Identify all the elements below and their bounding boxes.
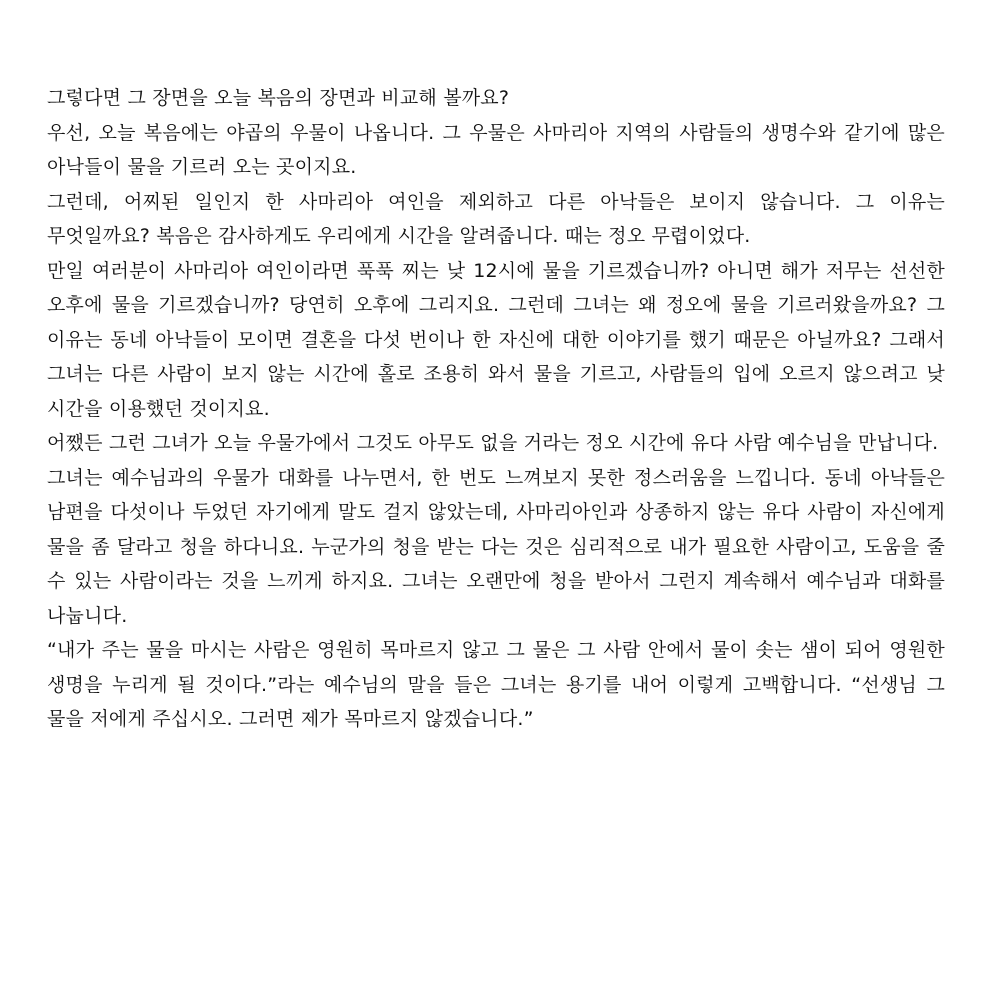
paragraph-noon-time: 그런데, 어찌된 일인지 한 사마리아 여인을 제외하고 다른 아낙들은 보이지 않습니다. 그 이유는 무엇일까요? 복음은 감사하게도 우리에게 시간을 알려줍니다. 때는 정오 무렵이었다. — [47, 190, 945, 247]
paragraph-samaritan-woman: 만일 여러분이 사마리아 여인이라면 푹푹 찌는 낮 12시에 물을 기르겠습니까? 아니면 해가 저무는 선선한 오후에 물을 기르겠습니까? 당연히 오후에 그리지요. 그런데 그녀는 왜 정오에 물을 기르러왔을까요? 그 이유는 동네 아낙들이 모이면 결혼을 다섯 번이나 한 자신에 대한 이야기를 했기 때문은 아닐까요? 그래서 그녀는 다른 사람이 보지 않는 시간에 홀로 조용히 와서 물을 기르고, 사람들의 입에 오르지 않으려고 낮 시간을 이용했던 것이지요. — [47, 259, 945, 420]
document-body — [47, 81, 945, 737]
paragraph-conversation: 그녀는 예수님과의 우물가 대화를 나누면서, 한 번도 느껴보지 못한 정스러움을 느낍니다. 동네 아낙들은 남편을 다섯이나 두었던 자기에게 말도 걸지 않았는데, 사마리아인과 상종하지 않는 유다 사람이 자신에게 물을 좀 달라고 청을 하다니요. 누군가의 청을 받는 다는 것은 심리적으로 내가 필요한 사람이고, 도움을 줄 수 있는 사람이라는 것을 느끼게 하지요. 그녀는 오랜만에 청을 받아서 그런지 계속해서 예수님과 대화를 나눕니다. — [47, 466, 945, 627]
paragraph-jacobs-well: 우선, 오늘 복음에는 야곱의 우물이 나옵니다. 그 우물은 사마리아 지역의 사람들의 생명수와 같기에 많은 아낙들이 물을 기르러 오는 곳이지요. — [47, 121, 945, 178]
paragraph-living-water-quote: “내가 주는 물을 마시는 사람은 영원히 목마르지 않고 그 물은 그 사람 안에서 물이 솟는 샘이 되어 영원한 생명을 누리게 될 것이다.”라는 예수님의 말을 들은 그녀는 용기를 내어 이렇게 고백합니다. “선생님 그 물을 저에게 주십시오. 그러면 제가 목마르지 않겠습니다.” — [47, 639, 945, 730]
paragraph-meeting-jesus: 어쨌든 그런 그녀가 오늘 우물가에서 그것도 아무도 없을 거라는 정오 시간에 유다 사람 예수님을 만납니다. — [47, 432, 939, 454]
paragraph-comparison-question: 그렇다면 그 장면을 오늘 복음의 장면과 비교해 볼까요? — [47, 87, 510, 109]
